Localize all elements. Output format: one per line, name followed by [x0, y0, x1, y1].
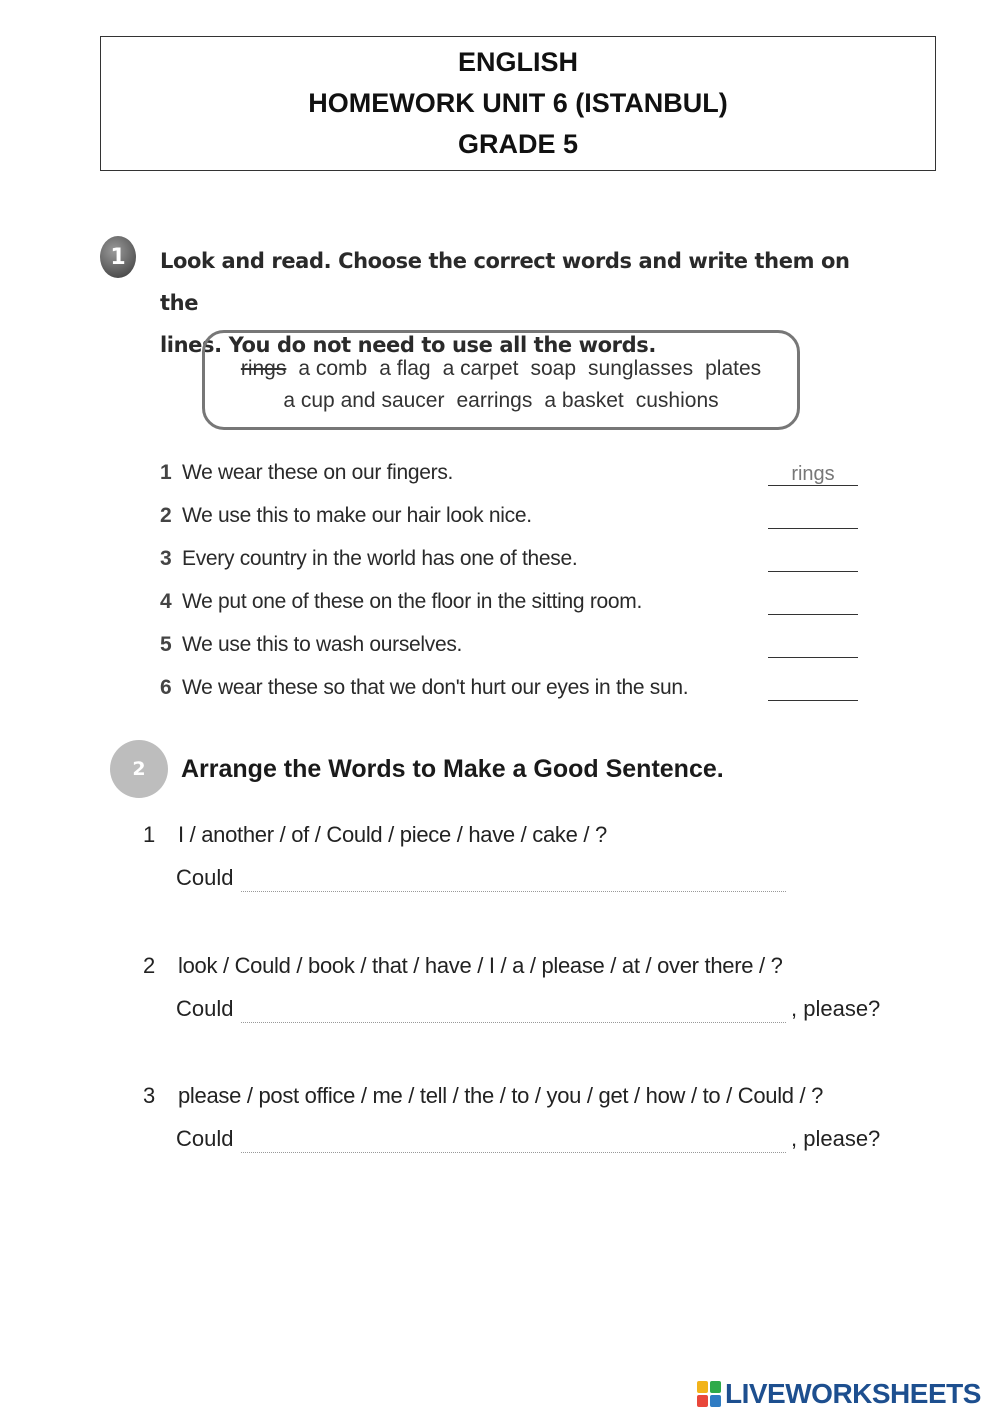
- word-bank-word: cushions: [635, 389, 719, 412]
- word-bank-word: earrings: [456, 389, 533, 412]
- word-bank-word: sunglasses: [588, 357, 694, 380]
- logo-icon: [697, 1381, 721, 1407]
- scrambled-words: look / Could / book / that / have / I / a / please / at / over there / ?: [178, 953, 783, 978]
- question-number: 3: [160, 547, 172, 570]
- answer-field[interactable]: [768, 678, 858, 701]
- answer-field[interactable]: [768, 549, 858, 572]
- title-grade: GRADE 5: [457, 129, 579, 159]
- exercise-2-instructions: Arrange the Words to Make a Good Sentence.: [181, 755, 724, 783]
- question-text: Every country in the world has one of these.: [182, 547, 578, 570]
- question-text: We use this to wash ourselves.: [182, 633, 463, 656]
- question-row: [160, 670, 860, 713]
- question-row: [160, 584, 860, 627]
- arrange-answer-row: [176, 1126, 886, 1156]
- title-box: [100, 36, 936, 171]
- title-subject: ENGLISH: [457, 47, 578, 77]
- question-text: We use this to make our hair look nice.: [182, 504, 532, 527]
- question-row: [160, 455, 860, 498]
- word-bank-word: a carpet: [442, 357, 519, 380]
- question-number: 6: [160, 676, 172, 699]
- exercise-1-questions: [160, 455, 860, 713]
- sentence-answer-field[interactable]: [241, 891, 786, 892]
- scrambled-words: I / another / of / Could / piece / have / cake / ?: [178, 822, 607, 847]
- word-bank-example: rings: [240, 357, 287, 380]
- instruction-line: lines. You do not need to use all the words.: [160, 333, 656, 357]
- question-number: 1: [160, 461, 172, 484]
- word-bank-word: a cup and saucer: [283, 389, 445, 412]
- sentence-end: , please?: [791, 996, 881, 1021]
- question-number: 4: [160, 590, 172, 613]
- answer-field-example: rings: [768, 463, 858, 486]
- arrange-answer-row: [176, 996, 886, 1026]
- logo-square: [697, 1381, 708, 1393]
- question-row: [160, 627, 860, 670]
- answer-field[interactable]: [768, 592, 858, 615]
- exercise-2-badge: 2: [110, 740, 168, 798]
- arrange-answer-row: [176, 865, 886, 895]
- answer-field[interactable]: [768, 635, 858, 658]
- question-text: We put one of these on the floor in the sitting room.: [182, 590, 642, 613]
- question-text: We wear these so that we don't hurt our eyes in the sun.: [182, 676, 689, 699]
- question-number: 5: [160, 633, 172, 656]
- sentence-answer-field[interactable]: [241, 1022, 786, 1023]
- question-row: [160, 541, 860, 584]
- sentence-end: , please?: [791, 1126, 881, 1151]
- logo-square: [710, 1381, 721, 1393]
- instruction-line: Look and read. Choose the correct words and write them on the: [160, 249, 850, 315]
- exercise-1-badge: 1: [100, 236, 136, 278]
- sentence-answer-field[interactable]: [241, 1152, 786, 1153]
- arrange-number: 2: [143, 953, 156, 978]
- title-unit: HOMEWORK UNIT 6 (ISTANBUL): [308, 88, 728, 118]
- question-text: We wear these on our fingers.: [182, 461, 454, 484]
- sentence-start: Could: [176, 865, 234, 890]
- word-bank: [202, 330, 800, 430]
- scrambled-words: please / post office / me / tell / the / to / you / get / how / to / Could / ?: [178, 1083, 824, 1108]
- liveworksheets-logo: [697, 1377, 981, 1411]
- word-bank-row-2: [205, 385, 797, 417]
- logo-text: LIVEWORKSHEETS: [725, 1378, 981, 1409]
- answer-field[interactable]: [768, 506, 858, 529]
- logo-square: [697, 1395, 708, 1407]
- word-bank-word: a basket: [544, 389, 624, 412]
- sentence-start: Could: [176, 996, 234, 1021]
- word-bank-word: soap: [530, 357, 577, 380]
- word-bank-word: a comb: [298, 357, 368, 380]
- logo-square: [710, 1395, 721, 1407]
- question-number: 2: [160, 504, 172, 527]
- word-bank-row-1: [205, 353, 797, 385]
- arrange-number: 1: [143, 822, 156, 847]
- sentence-start: Could: [176, 1126, 234, 1151]
- arrange-number: 3: [143, 1083, 156, 1108]
- word-bank-word: a flag: [379, 357, 431, 380]
- question-row: [160, 498, 860, 541]
- word-bank-word: plates: [705, 357, 762, 380]
